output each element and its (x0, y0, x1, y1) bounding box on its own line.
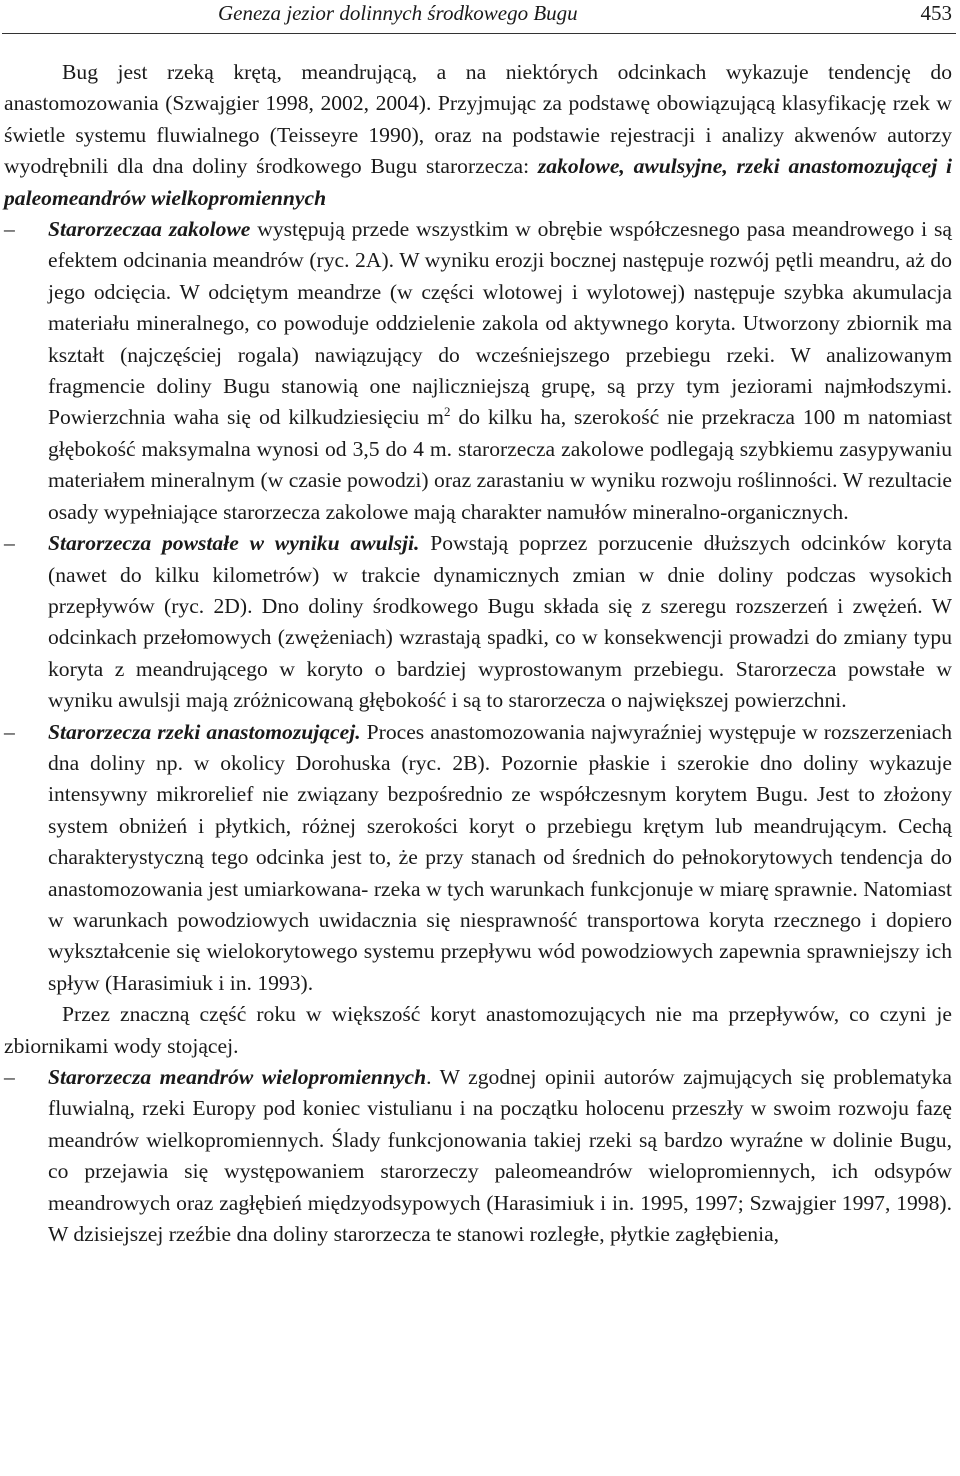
list-item-text-cont: do kilku ha, szerokość nie przekracza 100 m natomiast głębokość maksymalna wynosi od 3,5 do 4 m. starorzecza zakolowe podlegają szybkiemu zasypywaniu materiałem mineralnym (w czasie powodzi) oraz zarastaniu w wyniku rozwoju roślinności. W rezultacie osady wypełniające starorzecza zakolowe mają charakter namułów mineralno-organicznych. (48, 405, 952, 524)
intro-paragraph (4, 57, 952, 214)
list-item-title: Starorzeczaa zakolowe (48, 217, 251, 242)
body-text (4, 57, 952, 1250)
header-rule (2, 33, 956, 34)
list-item (4, 528, 952, 716)
list-item (4, 214, 952, 528)
list-item-title: Starorzecza powstałe w wyniku awulsji. (48, 531, 420, 556)
running-title: Geneza jezior dolinnych środkowego Bugu (218, 1, 578, 25)
page-number: 453 (920, 1, 952, 25)
intro-emphasis: zakolowe, awulsyjne, rzeki anastomozującej i paleomeandrów wielkopromiennych (4, 154, 952, 210)
superscript: 2 (443, 404, 451, 420)
list-dash: – (4, 719, 15, 744)
list-item-title: Starorzecza rzeki anastomozującej. (48, 719, 361, 744)
list-item (4, 717, 952, 1000)
mid-paragraph: Przez znaczną część roku w większość koryt anastomozujących nie ma przepływów, co czyni je zbiornikami wody stojącej. (4, 1002, 952, 1058)
list-item-text: Powstają poprzez porzucenie dłuższych odcinków koryta (nawet do kilku kilometrów) w trakcie dynamicznych zmian w dnie doliny podczas wysokich przepływów (ryc. 2D). Dno doliny środkowego Bugu składa się z szeregu rozszerzeń i zwężeń. W odcinkach przełomowych (zwężeniach) wzrastają spadki, co w konsekwencji prowadzi do zmiany typu koryta z meandrującego w koryto o bardziej wyprostowanym przebiegu. Starorzecza powstałe w wyniku awulsji mają zróżnicowaną głębokość i są to starorzecza o największej powierzchni. (48, 531, 952, 713)
list-dash: – (4, 531, 15, 556)
list-dash: – (4, 217, 15, 242)
page-header (0, 0, 960, 34)
list-item-text: występują przede wszystkim w obrębie współczesnego pasa meandrowego i są efektem odcinania meandrów (ryc. 2A). W wyniku erozji bocznej następuje rozwój pętli meandru, aż do jego odcięcia. W odciętym meandrze (w części wlotowej i wylotowej) następuje szybka akumulacja materiału mineralnego, co powoduje oddzielenie zakola od aktywnego koryta. Utworzony zbiornik ma kształt (najczęściej rogala) nawiązujący do wcześniejszego przebiegu rzeki. W analizowanym fragmencie doliny Bugu stanowią one najliczniejszą grupę, są przy tym jeziorami najmłodszymi. Powierzchnia waha się od kilkudziesięciu m (48, 217, 952, 430)
list-item-title: Starorzecza meandrów wielopromiennych (48, 1065, 427, 1089)
list-dash: – (4, 1065, 15, 1089)
list-item-text: Proces anastomozowania najwyraźniej występuje w rozszerzeniach dna doliny np. w okolicy Dorohuska (ryc. 2B). Pozornie płaskie i szerokie dno doliny wykazuje intensywny mikrorelief nie związany bezpośrednio ze współczesnym korytem Bugu. Jest to złożony system obniżeń i płytkich, różnej szerokości koryt o przebiegu krętym lub meandrującym. Cechą charakterystyczną tego odcinka jest to, że przy stanach od średnich do pełnokorytowych tendencja do anastomozowania jest umiarkowana- rzeka w tych warunkach funkcjonuje w miarę sprawnie. Natomiast w warunkach powodziowych uwidacznia się niesprawność transportowa koryta rzecznego i dopiero wykształcenie się wielokorytowego systemu przepływu wód powodziowych zapewnia sprawniejszy ich spływ (Harasimiuk i in. 1993). (48, 719, 952, 995)
intro-text: Bug jest rzeką krętą, meandrującą, a na niektórych odcinkach wykazuje tendencję do anastomozowania (Szwajgier 1998, 2002, 2004). Przyjmując za podstawę obowiązującą klasyfikację rzek w świetle systemu fluwialnego (Teisseyre 1990), oraz na podstawie rejestracji i analizy akwenów autorzy wyodrębnili dla dna doliny środkowego Bugu starorzecza: (4, 60, 952, 179)
list-item-text: . W zgodnej opinii autorów zajmujących się problematyka fluwialną, rzeki Europy pod koniec vistulianu i na początku holocenu przeszły w swoim rozwoju fazę meandrów wielkopromiennych. Ślady funkcjonowania takiej rzeki są bardzo wyraźne w dolinie Bugu, co przejawia się występowaniem starorzeczy paleomeandrów wielopromiennych, ich odsypów meandrowych oraz zagłębień międzyodsypowych (Harasimiuk i in. 1995, 1997; Szwajgier 1997, 1998). W dzisiejszej rzeźbie dna doliny starorzecza te stanowi rozległe, płytkie zagłębienia, (48, 1065, 952, 1247)
list-item (4, 1062, 952, 1250)
